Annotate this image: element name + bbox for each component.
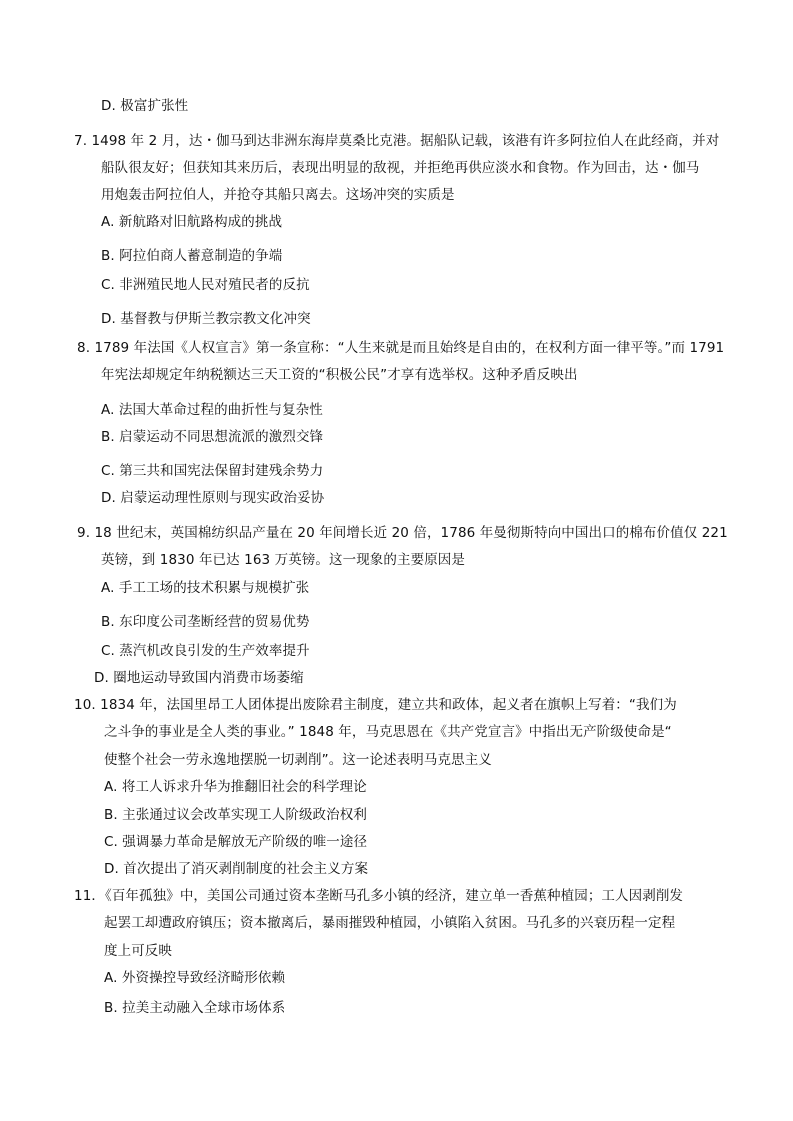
q8-option-a: A. 法国大革命过程的曲折性与复杂性 xyxy=(101,402,323,418)
q8-stem-line-1: 8. 1789 年法国《人权宣言》第一条宣称：“人生来就是而且始终是自由的，在权利方面一律平等。”而 1791 xyxy=(77,340,725,356)
q11-option-b: B. 拉美主动融入全球市场体系 xyxy=(104,1000,286,1016)
q10-option-b: B. 主张通过议会改革实现工人阶级政治权利 xyxy=(104,807,367,823)
q9-option-b: B. 东印度公司垄断经营的贸易优势 xyxy=(101,614,310,630)
q9-option-a: A. 手工工场的技术积累与规模扩张 xyxy=(101,580,310,596)
q8-stem-line-2: 年宪法却规定年纳税额达三天工资的“积极公民”才享有选举权。这种矛盾反映出 xyxy=(101,367,578,383)
q11-stem-line-3: 度上可反映 xyxy=(104,943,172,959)
q7-stem-line-3: 用炮轰击阿拉伯人，并抢夺其船只离去。这场冲突的实质是 xyxy=(101,187,455,203)
q10-stem-line-1: 10. 1834 年，法国里昂工人团体提出废除君主制度，建立共和政体，起义者在旗帜上写着：“我们为 xyxy=(74,697,677,713)
q7-option-d: D. 基督教与伊斯兰教宗教文化冲突 xyxy=(101,311,311,327)
q9-option-d: D. 圈地运动导致国内消费市场萎缩 xyxy=(94,670,304,686)
q8-option-b: B. 启蒙运动不同思想流派的激烈交锋 xyxy=(101,429,324,445)
q11-stem-line-1: 11．《百年孤独》中，美国公司通过资本垄断马孔多小镇的经济，建立单一香蕉种植园；工人因剥削发 xyxy=(74,888,684,904)
q7-stem-line-1: 7. 1498 年 2 月，达・伽马到达非洲东海岸莫桑比克港。据船队记载，该港有许多阿拉伯人在此经商，并对 xyxy=(74,133,720,149)
q7-stem-line-2: 船队很友好；但获知其来历后，表现出明显的敌视，并拒绝再供应淡水和食物。作为回击，达・伽马 xyxy=(101,160,700,176)
q10-option-a: A. 将工人诉求升华为推翻旧社会的科学理论 xyxy=(104,779,367,795)
q9-stem-line-1: 9. 18 世纪末，英国棉纺织品产量在 20 年间增长近 20 倍，1786 年曼彻斯特向中国出口的棉布价值仅 221 xyxy=(77,525,728,541)
q10-stem-line-2: 之斗争的事业是全人类的事业。” 1848 年，马克思恩在《共产党宣言》中指出无产阶级使命是“ xyxy=(104,724,672,740)
q9-option-c: C. 蒸汽机改良引发的生产效率提升 xyxy=(101,643,310,659)
q8-option-d: D. 启蒙运动理性原则与现实政治妥协 xyxy=(101,490,325,506)
q10-stem-line-3: 使整个社会一劳永逸地摆脱一切剥削”。这一论述表明马克思主义 xyxy=(104,752,492,768)
q10-option-d: D. 首次提出了消灭剥削制度的社会主义方案 xyxy=(104,861,369,877)
q9-stem-line-2: 英镑，到 1830 年已达 163 万英镑。这一现象的主要原因是 xyxy=(101,552,465,568)
q7-option-a: A. 新航路对旧航路构成的挑战 xyxy=(101,214,283,230)
q7-option-c: C. 非洲殖民地人民对殖民者的反抗 xyxy=(101,277,310,293)
q10-option-c: C. 强调暴力革命是解放无产阶级的唯一途径 xyxy=(104,834,368,850)
q11-option-a: A. 外资操控导致经济畸形依赖 xyxy=(104,970,286,986)
q6-option-d: D. 极富扩张性 xyxy=(101,98,189,114)
q7-option-b: B. 阿拉伯商人蓄意制造的争端 xyxy=(101,248,283,264)
q8-option-c: C. 第三共和国宪法保留封建残余势力 xyxy=(101,463,324,479)
q11-stem-line-2: 起罢工却遭政府镇压；资本撤离后，暴雨摧毁种植园，小镇陷入贫困。马孔多的兴衰历程一定程 xyxy=(104,915,676,931)
